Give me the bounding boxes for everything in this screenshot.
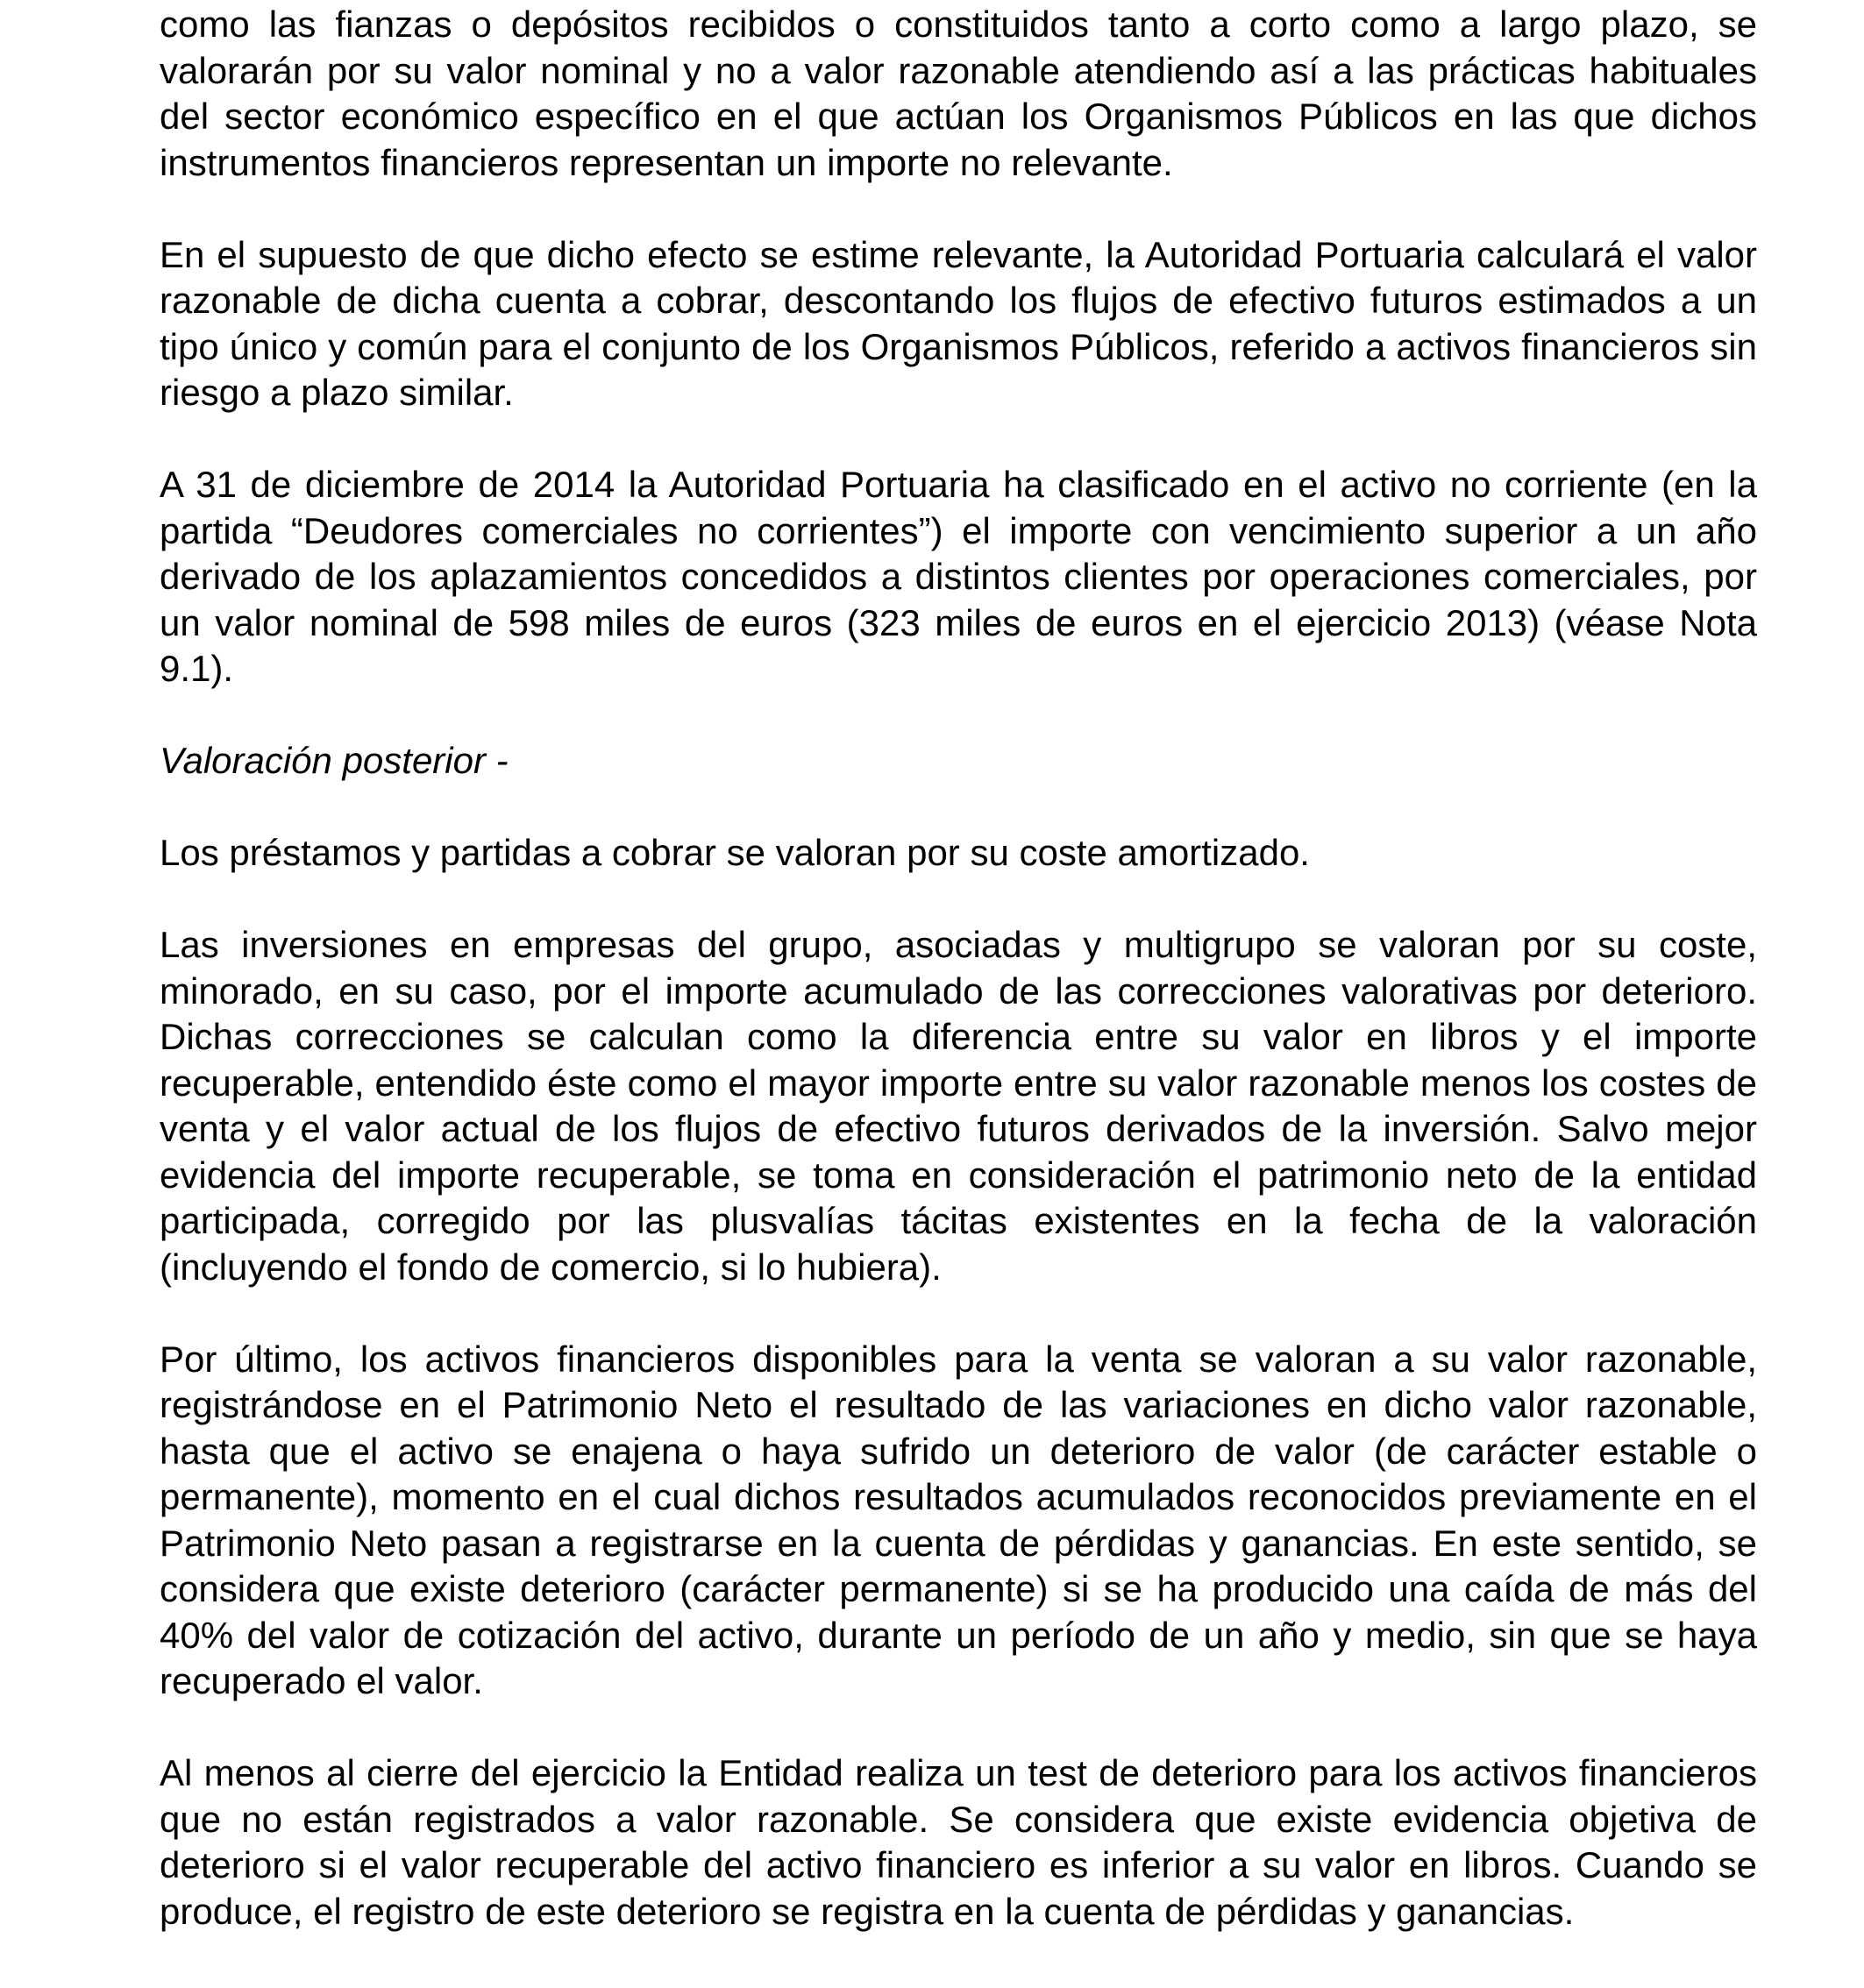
paragraph-fianzas-depositos: como las fianzas o depósitos recibidos o constituidos tanto a corto como a largo plazo, se valorarán por su valor nominal y no a valor razonable atendiendo así a las prácticas habituales del sector económico específico en el que actúan los Organismos Públicos en las que dichos instrumentos financieros representan un importe no relevante.: [160, 4, 1757, 183]
paragraph-deudores-no-corrientes: A 31 de diciembre de 2014 la Autoridad Portuaria ha clasificado en el activo no corriente (en la partida “Deudores comerciales no corrientes”) el importe con vencimiento superior a un año derivado de los aplazamientos concedidos a distintos clientes por operaciones comerciales, por un valor nominal de 598 miles de euros (323 miles de euros en el ejercicio 2013) (véase Nota 9.1).: [160, 464, 1757, 689]
document-page: [160, 2, 1757, 1981]
paragraph-inversiones-empresas-grupo: Las inversiones en empresas del grupo, asociadas y multigrupo se valoran por su coste, minorado, en su caso, por el importe acumulado de las correcciones valorativas por deterioro. Dichas correcciones se calculan como la diferencia entre su valor en libros y el importe recuperable, entendido éste como el mayor importe entre su valor razonable menos los costes de venta y el valor actual de los flujos de efectivo futuros derivados de la inversión. Salvo mejor evidencia del importe recuperable, se toma en consideración el patrimonio neto de la entidad participada, corregido por las plusvalías tácitas existentes en la fecha de la valoración (incluyendo el fondo de comercio, si lo hubiera).: [160, 924, 1757, 1288]
paragraph-valor-razonable: En el supuesto de que dicho efecto se estime relevante, la Autoridad Portuaria calculará el valor razonable de dicha cuenta a cobrar, descontando los flujos de efectivo futuros estimados a un tipo único y común para el conjunto de los Organismos Públicos, referido a activos financieros sin riesgo a plazo similar.: [160, 233, 1757, 413]
paragraph-test-deterioro: Al menos al cierre del ejercicio la Entidad realiza un test de deterioro para los activos financieros que no están registrados a valor razonable. Se considera que existe evidencia objetiva de deterioro si el valor recuperable del activo financiero es inferior a su valor en libros. Cuando se produce, el registro de este deterioro se registra en la cuenta de pérdidas y ganancias.: [160, 1752, 1757, 1932]
paragraph-activos-disponibles-venta: Por último, los activos financieros disponibles para la venta se valoran a su valor razonable, registrándose en el Patrimonio Neto el resultado de las variaciones en dicho valor razonable, hasta que el activo se enajena o haya sufrido un deterioro de valor (de carácter estable o permanente), momento en el cual dichos resultados acumulados reconocidos previamente en el Patrimonio Neto pasan a registrarse en la cuenta de pérdidas y ganancias. En este sentido, se considera que existe deterioro (carácter permanente) si se ha producido una caída de más del 40% del valor de cotización del activo, durante un período de un año y medio, sin que se haya recuperado el valor.: [160, 1338, 1757, 1701]
paragraph-prestamos-partidas: Los préstamos y partidas a cobrar se valoran por su coste amortizado.: [160, 832, 1310, 873]
section-heading-valoracion-posterior: Valoración posterior -: [160, 740, 509, 781]
